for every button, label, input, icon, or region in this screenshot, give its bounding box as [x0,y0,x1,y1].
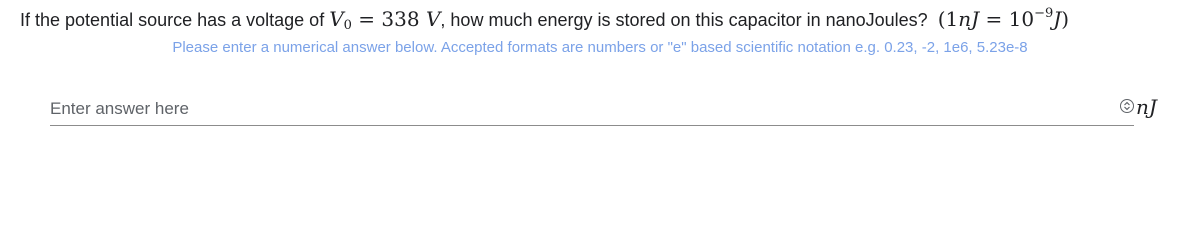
question-lead: If the potential source has a voltage of [20,10,330,30]
conversion-unit: nJ [958,7,980,31]
conversion-expression [938,7,1069,31]
answer-format-hint: Please enter a numerical answer below. Accepted formats are numbers or "e" based scientific notation e.g. 0.23, -2, 1e6, 5.23e-8 [172,39,1028,56]
conversion-exponent: −9 [1034,6,1054,21]
equals-sign: = [351,7,382,31]
voltage-unit: V [425,7,441,31]
answer-unit-label: nJ [1136,95,1157,119]
question-trail: , how much energy is stored on this capacitor in nanoJoules? [440,10,928,30]
question-text [20,6,1069,33]
voltage-value: 338 [381,7,420,31]
conversion-open: (1 [937,7,959,31]
conversion-equals: = 10 [979,7,1035,31]
voltage-symbol: V [329,7,344,31]
answer-input[interactable] [50,92,1134,126]
conversion-base-unit: J [1053,7,1062,31]
voltage-expression [329,7,440,31]
voltage-subscript: 0 [343,18,352,33]
number-stepper-icon[interactable] [1120,99,1134,113]
answer-unit [1136,95,1157,119]
answer-row [50,92,1160,126]
conversion-close: ) [1061,7,1070,31]
